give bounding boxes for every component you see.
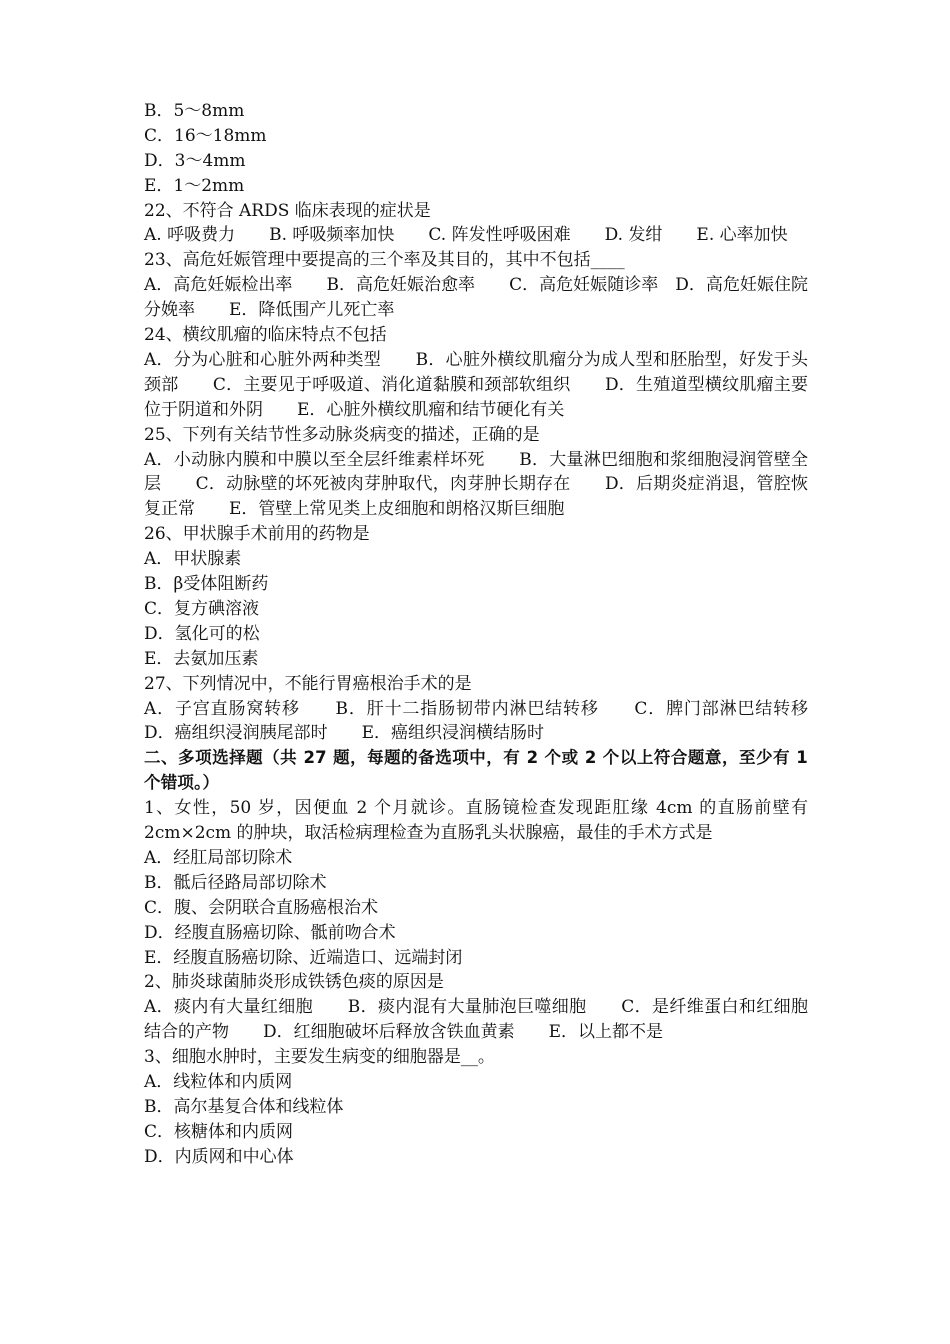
question-26: 26、甲状腺手术前用的药物是	[144, 524, 370, 545]
question-25: 25、下列有关结节性多动脉炎病变的描述，正确的是	[144, 424, 540, 445]
option-line: C．腹、会阴联合直肠癌根治术	[144, 897, 379, 918]
option-line: A．经肛局部切除术	[144, 847, 293, 868]
option-line: B．5～8mm	[144, 101, 245, 121]
option-line: E．去氨加压素	[144, 648, 259, 669]
option-line: E．经腹直肠癌切除、近端造口、远端封闭	[144, 947, 463, 968]
option-line: B．骶后径路局部切除术	[144, 872, 327, 893]
option-line: D．氢化可的松	[144, 623, 260, 644]
question-27: 27、下列情况中，不能行胃癌根治手术的是	[144, 673, 472, 694]
option-line: D．经腹直肠癌切除、骶前吻合术	[144, 922, 396, 943]
question-22-options: A. 呼吸费力 B. 呼吸频率加快 C. 阵发性呼吸困难 D. 发绀 E. 心率加快	[144, 225, 788, 246]
mq-question-2: 2、肺炎球菌肺炎形成铁锈色痰的原因是	[144, 972, 444, 993]
option-line: C．复方碘溶液	[144, 598, 260, 619]
option-line: B．高尔基复合体和线粒体	[144, 1096, 344, 1117]
question-27-options: A．子宫直肠窝转移 B．肝十二指肠韧带内淋巴结转移 C．脾门部淋巴结转移 D．癌组织浸润胰尾部时 E．癌组织浸润横结肠时	[144, 698, 842, 744]
option-line: A．线粒体和内质网	[144, 1072, 293, 1092]
mq-question-1: 1、女性，50 岁，因便血 2 个月就诊。直肠镜检查发现距肛缘 4cm 的直肠前壁有 2cm×2cm 的肿块，取活检病理检查为直肠乳头状腺癌，最佳的手术方式是	[144, 798, 808, 844]
question-23: 23、高危妊娠管理中要提高的三个率及其目的，其中不包括____	[144, 250, 625, 271]
option-line: A．甲状腺素	[144, 549, 242, 570]
mq-question-3: 3、细胞水肿时，主要发生病变的细胞器是__。	[144, 1047, 495, 1068]
document-page	[144, 99, 842, 1170]
option-line: D．3～4mm	[144, 150, 246, 171]
question-24: 24、横纹肌瘤的临床特点不包括	[144, 325, 387, 346]
question-23-options: A．高危妊娠检出率 B．高危妊娠治愈率 C．高危妊娠随诊率 D．高危妊娠住院分娩率 E．降低围产儿死亡率	[144, 275, 808, 321]
option-line: B．β受体阻断药	[144, 574, 269, 595]
question-22: 22、不符合 ARDS 临床表现的症状是	[144, 200, 431, 221]
section-heading: 二、多项选择题（共 27 题，每题的备选项中，有 2 个或 2 个以上符合题意，至少有 1 个错项。）	[144, 748, 808, 793]
option-line: C．16～18mm	[144, 125, 267, 146]
option-line: C．核糖体和内质网	[144, 1121, 294, 1142]
question-24-options: A．分为心脏和心脏外两种类型 B．心脏外横纹肌瘤分为成人型和胚胎型，好发于头颈部 C．主要见于呼吸道、消化道黏膜和颈部软组织 D．生殖道型横纹肌瘤主要位于阴道和外阴 E．心脏外横纹肌瘤和结节硬化有关	[144, 349, 808, 420]
mq-question-2-options: A．痰内有大量红细胞 B．痰内混有大量肺泡巨噬细胞 C．是纤维蛋白和红细胞结合的产物 D．红细胞破坏后释放含铁血黄素 E．以上都不是	[144, 997, 808, 1043]
option-line: D．内质网和中心体	[144, 1146, 294, 1167]
question-25-options: A．小动脉内膜和中膜以至全层纤维素样坏死 B．大量淋巴细胞和浆细胞浸润管壁全层 C．动脉壁的坏死被肉芽肿取代，肉芽肿长期存在 D．后期炎症消退，管腔恢复正常 E．管壁上常见类上皮细胞和朗格汉斯巨细胞	[144, 449, 808, 520]
option-line: E．1～2mm	[144, 175, 245, 196]
